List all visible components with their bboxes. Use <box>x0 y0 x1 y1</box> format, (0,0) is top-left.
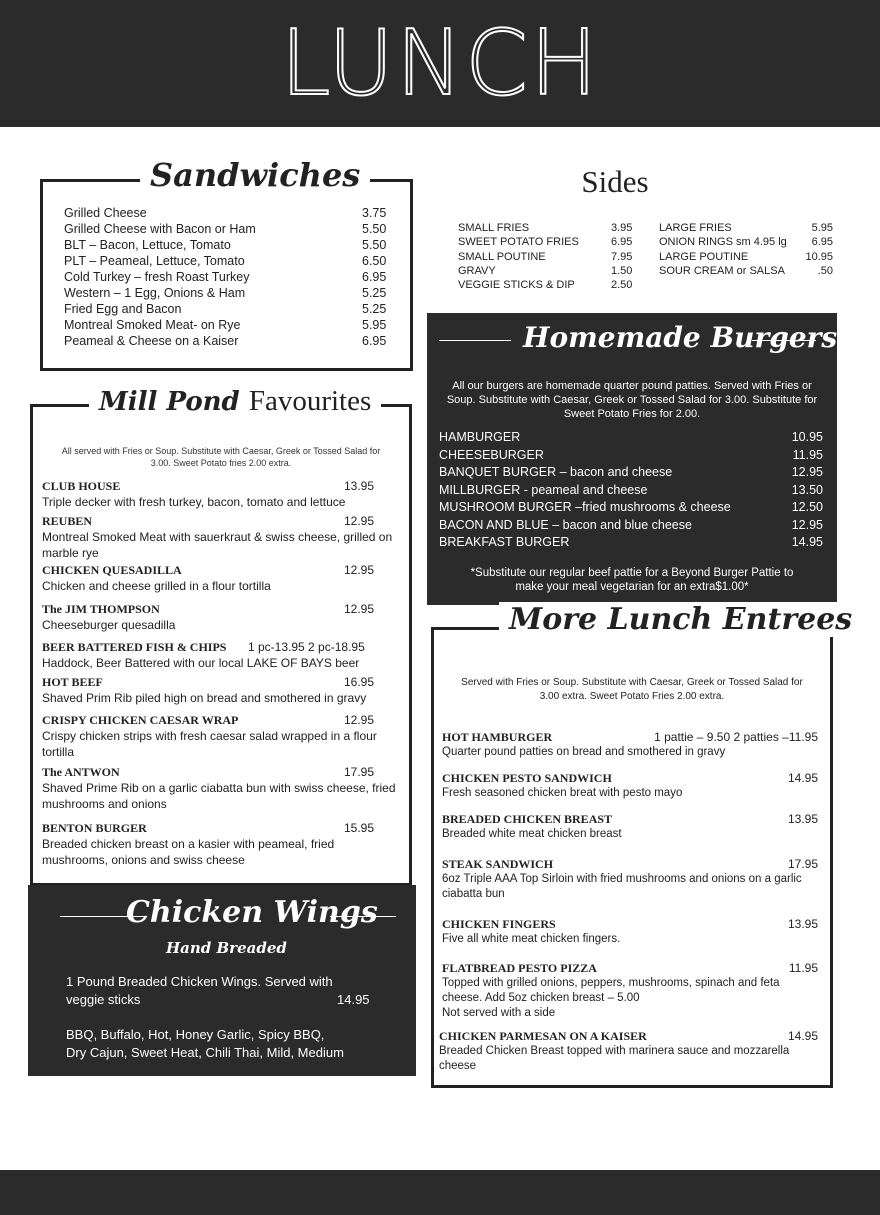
more-entrees-section <box>431 602 853 1088</box>
favourite-item-price: 17.95 <box>344 765 375 779</box>
entree-item-description: Topped with grilled onions, peppers, mushrooms, spinach and feta cheese. Add 5oz chicken breast – 5.00 <box>442 977 780 1004</box>
favourite-item-description: Shaved Prim Rib piled high on bread and smothered in gravy <box>42 691 367 705</box>
entree-item-name: STEAK SANDWICH <box>442 857 554 871</box>
menu-item-price: 5.25 <box>362 302 387 316</box>
burgers-intro: All our burgers are homemade quarter pound patties. Served with Fries or Soup. Substitute with Caesar, Greek or Tossed Salad for 3.00. Substitute for Sweet Potato Fries for 2.00. <box>446 380 818 420</box>
menu-item-name: Montreal Smoked Meat- on Rye <box>64 318 241 332</box>
side-item-price: 6.95 <box>611 236 633 249</box>
menu-item-price: 6.50 <box>362 254 387 268</box>
burger-item-price: 11.95 <box>792 447 823 462</box>
favourite-item-name: The ANTWON <box>42 765 120 779</box>
favourite-item-name: REUBEN <box>42 514 93 528</box>
side-item-price: 6.95 <box>811 236 833 249</box>
favourite-item-description: Haddock, Beer Battered with our local LAKE OF BAYS beer <box>42 656 360 670</box>
favourite-item-description: Breaded chicken breast on a kasier with peameal, fried mushrooms, onions and swiss cheese <box>42 837 335 867</box>
favourite-item-description: Chicken and cheese grilled in a flour tortilla <box>42 579 271 593</box>
entree-item-price: 14.95 <box>787 771 818 785</box>
entree-item-description: Five all white meat chicken fingers. <box>442 933 621 945</box>
wings-flavours: BBQ, Buffalo, Hot, Honey Garlic, Spicy BBQ, <box>66 1027 325 1042</box>
favourite-item-name: BEER BATTERED FISH & CHIPS <box>42 640 227 654</box>
burgers-title: Homemade Burgers <box>523 321 838 354</box>
favourite-item-description: Montreal Smoked Meat with sauerkraut & swiss cheese, grilled on marble rye <box>42 530 393 560</box>
side-item-name: VEGGIE STICKS & DIP <box>458 279 575 292</box>
side-item-price: .50 <box>817 264 833 277</box>
entree-item-description: Fresh seasoned chicken breat with pesto mayo <box>442 787 683 799</box>
favourite-item-price: 12.95 <box>344 713 375 727</box>
entree-item-price: 13.95 <box>787 917 818 931</box>
entree-item-price: 14.95 <box>787 1029 818 1043</box>
burgers-footnote: *Substitute our regular beef pattie for a Beyond Burger Pattie to make your meal vegetarian for an extra$1.00* <box>470 567 794 593</box>
favourites-title <box>89 385 381 418</box>
favourite-item-price: 12.95 <box>344 563 375 577</box>
side-item-price: 1.50 <box>611 264 633 277</box>
burger-item-price: 12.50 <box>791 500 823 514</box>
entree-item-description: Breaded white meat chicken breast <box>442 828 622 840</box>
entree-item-name: BREADED CHICKEN BREAST <box>442 812 613 826</box>
entree-item-description: Quarter pound patties on bread and smothered in gravy <box>442 746 726 758</box>
wings-title: Chicken Wings <box>126 895 378 930</box>
favourites-section <box>30 385 412 886</box>
side-item-name: GRAVY <box>458 264 496 277</box>
side-item-name: ONION RINGS sm 4.95 lg <box>659 236 787 249</box>
favourites-title-plain: Favourites <box>248 385 372 417</box>
wings-section <box>28 885 416 1076</box>
side-item-name: LARGE FRIES <box>659 222 732 234</box>
entree-item-name: FLATBREAD PESTO PIZZA <box>442 961 597 975</box>
menu-item-price: 5.25 <box>362 286 387 300</box>
menu-item-name: Grilled Cheese with Bacon or Ham <box>64 222 256 236</box>
burger-item-price: 13.50 <box>791 482 823 497</box>
favourite-item-price: 13.95 <box>344 479 375 493</box>
burger-item-price: 10.95 <box>791 430 823 444</box>
side-item-price: 3.95 <box>611 222 633 234</box>
burger-item-name: BREAKFAST BURGER <box>439 535 570 549</box>
menu-item-name: PLT – Peameal, Lettuce, Tomato <box>64 254 245 268</box>
wings-price: 14.95 <box>337 992 370 1007</box>
entree-item-name: CHICKEN FINGERS <box>442 917 556 931</box>
menu-item-price: 6.95 <box>362 334 387 348</box>
burger-item-name: BACON AND BLUE – bacon and blue cheese <box>439 517 692 532</box>
sandwiches-title: Sandwiches <box>140 156 370 194</box>
favourite-item-name: BENTON BURGER <box>42 821 147 835</box>
burger-item-name: BANQUET BURGER – bacon and cheese <box>439 465 673 479</box>
favourite-item-description: Shaved Prime Rib on a garlic ciabatta bun with swiss cheese, fried mushrooms and onions <box>42 781 396 811</box>
burger-item-name: CHEESEBURGER <box>439 447 544 462</box>
wings-flavours-2: Dry Cajun, Sweet Heat, Chili Thai, Mild, Medium <box>66 1045 344 1060</box>
burgers-section <box>427 313 837 605</box>
menu-item-price: 5.50 <box>362 238 387 252</box>
menu-item-name: Cold Turkey – fresh Roast Turkey <box>64 270 250 284</box>
burger-item <box>439 535 823 549</box>
entree-item-price: 1 pattie – 9.50 2 patties –11.95 <box>654 730 818 744</box>
menu-item-name: Western – 1 Egg, Onions & Ham <box>64 286 246 300</box>
menu-item-price: 5.50 <box>362 222 387 236</box>
burger-item-name: MILLBURGER - peameal and cheese <box>439 482 648 497</box>
favourite-item-price: 16.95 <box>344 675 375 689</box>
favourite-item-name: CHICKEN QUESADILLA <box>42 563 182 577</box>
burger-item <box>439 483 823 497</box>
side-item-price: 10.95 <box>805 250 833 263</box>
wings-description-2: veggie sticks <box>66 992 141 1007</box>
wings-description: 1 Pound Breaded Chicken Wings. Served with <box>66 974 333 989</box>
wings-subtitle: Hand Breaded <box>166 939 287 957</box>
menu-item-name: Peameal & Cheese on a Kaiser <box>64 334 239 348</box>
side-item-name: SWEET POTATO FRIES <box>458 236 579 249</box>
menu-item-price: 5.95 <box>362 318 387 332</box>
entree-item-description: 6oz Triple AAA Top Sirloin with fried mushrooms and onions on a garlic ciabatta bun <box>442 873 802 900</box>
menu-item-price: 6.95 <box>362 270 387 284</box>
burger-item-price: 12.95 <box>791 517 823 532</box>
burger-item <box>439 465 823 479</box>
entree-item-name: CHICKEN PARMESAN ON A KAISER <box>439 1029 647 1043</box>
favourites-title-script: Mill Pond <box>99 387 240 417</box>
menu-item-name: Grilled Cheese <box>64 206 147 220</box>
favourite-item-price: 15.95 <box>344 821 375 835</box>
favourite-item-price: 12.95 <box>344 514 375 528</box>
favourite-item-description: Crispy chicken strips with fresh caesar salad wrapped in a flour tortilla <box>42 729 377 759</box>
favourite-item-name: CLUB HOUSE <box>42 479 121 493</box>
entree-item-price: 11.95 <box>788 961 818 975</box>
burger-item-price: 14.95 <box>791 535 823 549</box>
burger-item-name: MUSHROOM BURGER –fried mushrooms & cheese <box>439 500 731 514</box>
entree-item-price: 17.95 <box>787 857 818 871</box>
favourites-intro: All served with Fries or Soup. Substitute with Caesar, Greek or Tossed Salad for 3.00. Sweet Potato fries 2.00 extra. <box>61 446 381 468</box>
favourite-item-name: The JIM THOMPSON <box>42 602 160 616</box>
burger-item <box>439 448 823 462</box>
menu-item-price: 3.75 <box>362 206 387 220</box>
more-entrees-intro: Served with Fries or Soup. Substitute with Caesar, Greek or Tossed Salad for 3.00 extra. Sweet Potato Fries 2.00 extra. <box>461 677 803 702</box>
side-item-name: LARGE POUTINE <box>659 250 749 263</box>
entree-item-note: Not served with a side <box>442 1007 556 1019</box>
footer-band <box>0 1170 880 1215</box>
menu-item-name: Fried Egg and Bacon <box>64 302 182 316</box>
side-item-price: 2.50 <box>611 279 633 292</box>
burger-item <box>439 518 823 532</box>
menu-item-name: BLT – Bacon, Lettuce, Tomato <box>64 238 231 252</box>
entree-item-description: Breaded Chicken Breast topped with marinera sauce and mozzarella cheese <box>439 1045 790 1072</box>
burger-item-price: 12.95 <box>791 465 823 479</box>
entree-item-price: 13.95 <box>787 812 818 826</box>
burger-item-name: HAMBURGER <box>439 430 521 444</box>
side-item-price: 5.95 <box>811 222 833 234</box>
more-entrees-title: More Lunch Entrees <box>499 602 862 637</box>
divider-line <box>439 340 511 341</box>
favourite-item-name: CRISPY CHICKEN CAESAR WRAP <box>42 713 239 727</box>
side-item-name: SMALL FRIES <box>458 222 530 234</box>
favourite-item-description: Cheeseburger quesadilla <box>42 618 176 632</box>
sides-title: Sides <box>581 164 649 199</box>
side-item-name: SOUR CREAM or SALSA <box>659 264 785 277</box>
page-title: LUNCH <box>280 11 600 116</box>
favourite-item-description: Triple decker with fresh turkey, bacon, tomato and lettuce <box>42 495 346 509</box>
sandwiches-section <box>40 156 413 371</box>
favourite-item-price: 1 pc-13.95 2 pc-18.95 <box>248 640 365 654</box>
burger-item <box>439 430 823 444</box>
favourite-item-name: HOT BEEF <box>42 675 103 689</box>
side-item-name: SMALL POUTINE <box>458 250 546 263</box>
favourite-item-price: 12.95 <box>344 602 375 616</box>
burger-item <box>439 500 823 514</box>
side-item-price: 7.95 <box>611 250 633 263</box>
entree-item-name: HOT HAMBURGER <box>442 730 553 744</box>
entree-item-name: CHICKEN PESTO SANDWICH <box>442 771 612 785</box>
